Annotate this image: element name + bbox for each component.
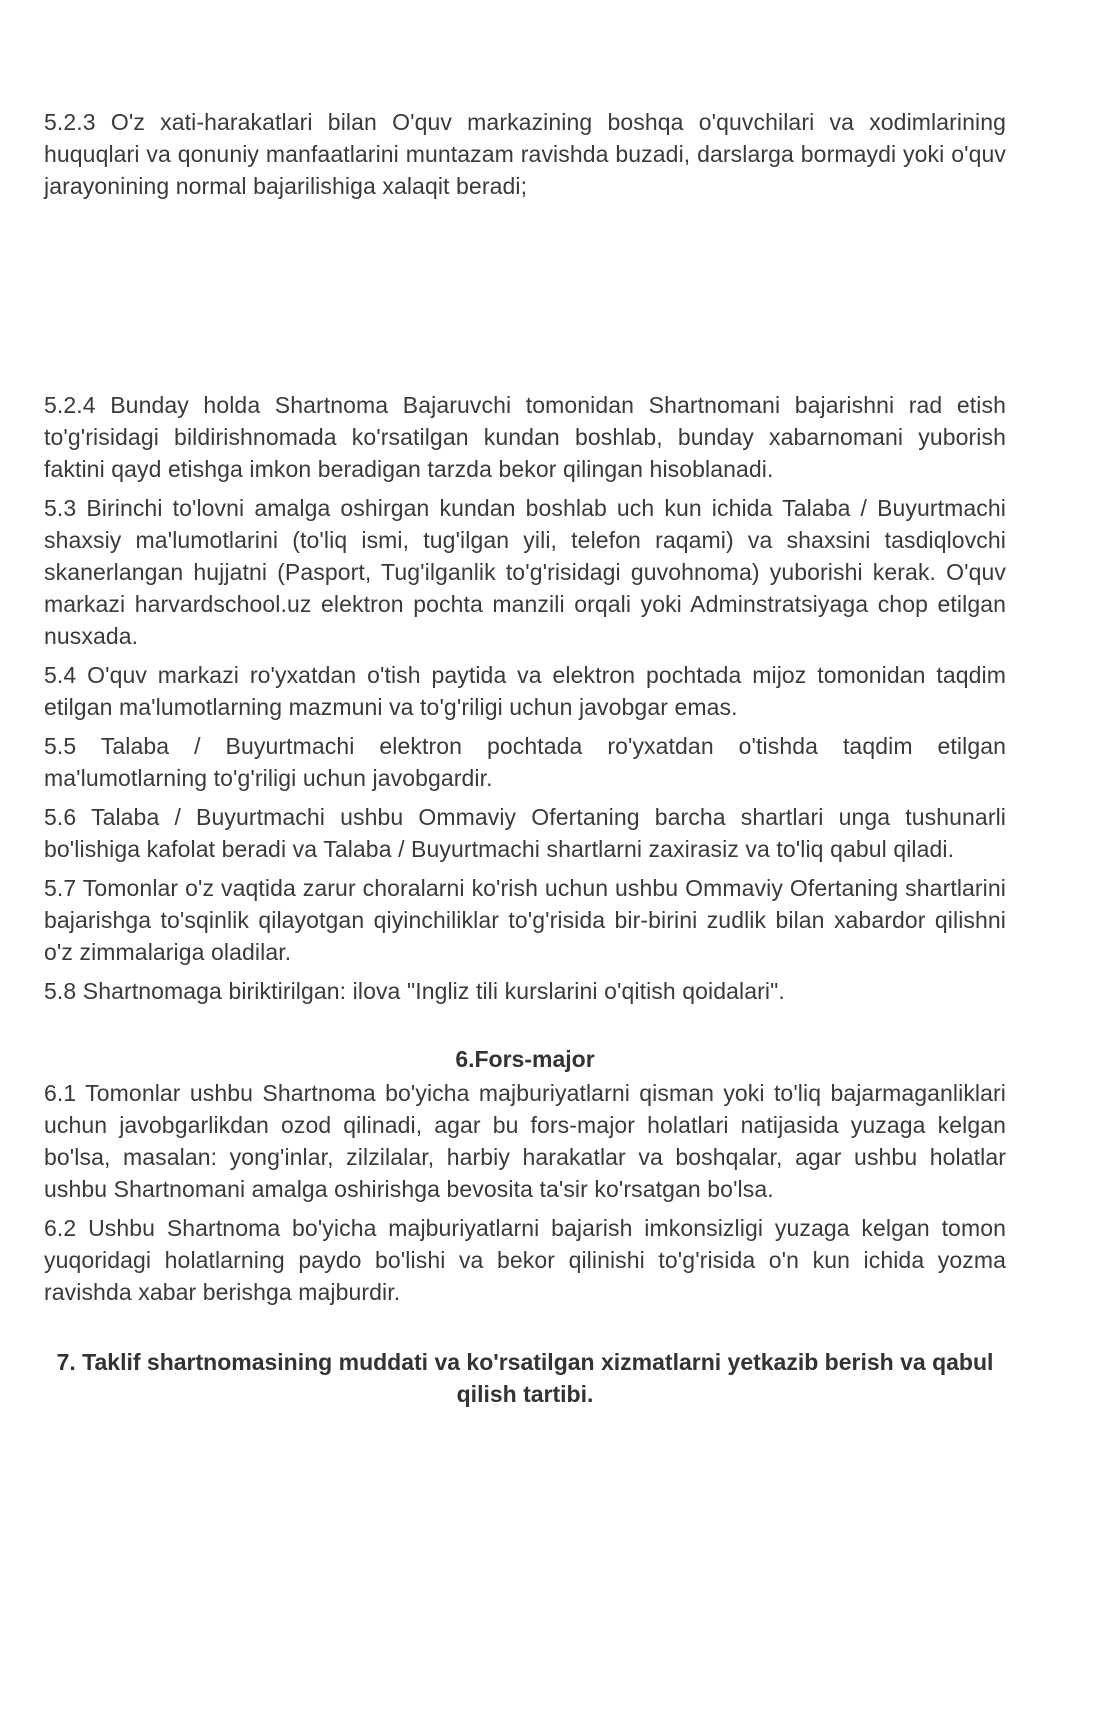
blank-gap — [44, 209, 1006, 389]
paragraph-5-8: 5.8 Shartnomaga biriktirilgan: ilova "Ingliz tili kurslarini o'qitish qoidalari". — [44, 978, 785, 1004]
paragraph-5-4: 5.4 O'quv markazi ro'yxatdan o'tish paytida va elektron pochtada mijoz tomonidan taqdim etilgan ma'lumotlarning mazmuni va to'g'riligi uchun javobgar emas. — [44, 662, 1006, 720]
heading-section-7: 7. Taklif shartnomasining muddati va ko'rsatilgan xizmatlarni yetkazib berish va qabul qilish tartibi. — [56, 1349, 994, 1407]
paragraph-5-5: 5.5 Talaba / Buyurtmachi elektron pochtada ro'yxatdan o'tishda taqdim etilgan ma'lumotlarning to'g'riligi uchun javobgardir. — [44, 733, 1006, 791]
paragraph-6-1: 6.1 Tomonlar ushbu Shartnoma bo'yicha majburiyatlarni qisman yoki to'liq bajarmaganliklari uchun javobgarlikdan ozod qilinadi, agar bu fors-major holatlari natijasida yuzaga kelgan bo'lsa, masalan: yong'inlar, zilzilalar, harbiy harakatlar va boshqalar, agar ushbu holatlar ushbu Shartnomani amalga oshirishga bevosita ta'sir ko'rsatgan bo'lsa. — [44, 1080, 1006, 1202]
heading-fors-major: 6.Fors-major — [455, 1046, 595, 1072]
paragraph-5-6: 5.6 Talaba / Buyurtmachi ushbu Ommaviy Ofertaning barcha shartlari unga tushunarli bo'lishiga kafolat beradi va Talaba / Buyurtmachi shartlarni zaxirasiz va to'liq qabul qiladi. — [44, 804, 1006, 862]
paragraph-5-2-3: 5.2.3 O'z xati-harakatlari bilan O'quv markazining boshqa o'quvchilari va xodimlarining huquqlari va qonuniy manfaatlarini muntazam ravishda buzadi, darslarga bormaydi yoki o'quv jarayonining normal bajarilishiga xalaqit beradi; — [44, 109, 1006, 199]
paragraph-5-3: 5.3 Birinchi to'lovni amalga oshirgan kundan boshlab uch kun ichida Talaba / Buyurtmachi shaxsiy ma'lumotlarini (to'liq ismi, tug'ilgan yili, telefon raqami) va shaxsini tasdiqlovchi skanerlangan hujjatni (Pasport, Tug'ilganlik to'g'risidagi guvohnoma) yuborishi kerak. O'quv markazi harvardschool.uz elektron pochta manzili orqali yoki Adminstratsiyaga chop etilgan nusxada. — [44, 495, 1006, 649]
paragraph-5-2-4: 5.2.4 Bunday holda Shartnoma Bajaruvchi tomonidan Shartnomani bajarishni rad etish to'g'risidagi bildirishnomada ko'rsatilgan kundan boshlab, bunday xabarnomani yuborish faktini qayd etishga imkon beradigan tarzda bekor qilingan hisoblanadi. — [44, 392, 1006, 482]
paragraph-5-7: 5.7 Tomonlar o'z vaqtida zarur choralarni ko'rish uchun ushbu Ommaviy Ofertaning shartlarini bajarishga to'sqinlik qilayotgan qiyinchiliklar to'g'risida bir-birini zudlik bilan xabardor qilishni o'z zimmalariga oladilar. — [44, 875, 1006, 965]
paragraph-6-2: 6.2 Ushbu Shartnoma bo'yicha majburiyatlarni bajarish imkonsizligi yuzaga kelgan tomon yuqoridagi holatlarning paydo bo'lishi va bekor qilinishi to'g'risida o'n kun ichida yozma ravishda xabar berishga majburdir. — [44, 1215, 1006, 1305]
